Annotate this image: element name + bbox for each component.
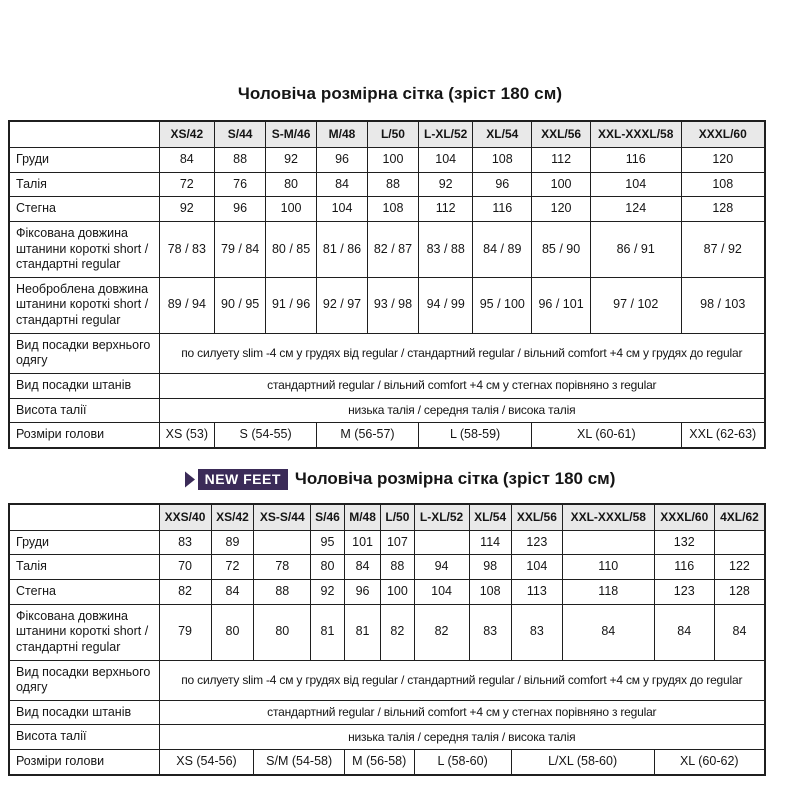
span-row <box>9 333 765 373</box>
column-header: S/46 <box>311 504 345 531</box>
head-size-value: XXL (62-63) <box>681 423 765 448</box>
row-label: Стегна <box>9 197 159 222</box>
head-size-value: M (56-57) <box>317 423 419 448</box>
column-header: 4XL/62 <box>714 504 765 531</box>
measure-row <box>9 197 765 222</box>
column-header: XS-S/44 <box>254 504 311 531</box>
measure-value <box>714 530 765 555</box>
measure-value: 104 <box>414 580 469 605</box>
measure-row <box>9 277 765 333</box>
measure-value: 82 / 87 <box>368 221 419 277</box>
span-row <box>9 373 765 398</box>
measure-value: 114 <box>469 530 511 555</box>
measure-value: 80 <box>254 604 311 660</box>
measure-value: 82 <box>381 604 414 660</box>
head-size-value: L (58-59) <box>418 423 531 448</box>
measure-value: 100 <box>381 580 414 605</box>
measure-value: 80 / 85 <box>266 221 317 277</box>
measure-value: 100 <box>266 197 317 222</box>
measure-value: 81 / 86 <box>317 221 368 277</box>
row-label: Розміри голови <box>9 750 159 775</box>
measure-value: 81 <box>344 604 380 660</box>
header-row <box>9 121 765 148</box>
measure-value: 84 <box>317 172 368 197</box>
measure-value: 92 <box>311 580 345 605</box>
measure-value: 79 / 84 <box>215 221 266 277</box>
measure-value: 84 <box>654 604 714 660</box>
measure-value: 88 <box>254 580 311 605</box>
measure-value: 84 <box>344 555 380 580</box>
measure-value: 113 <box>511 580 562 605</box>
column-header: XXS/40 <box>159 504 211 531</box>
span-row <box>9 700 765 725</box>
measure-value: 96 <box>317 148 368 173</box>
column-header: S-M/46 <box>266 121 317 148</box>
measure-value: 88 <box>215 148 266 173</box>
row-label: Фіксована довжина штанини короткі short / стандартні regular <box>9 221 159 277</box>
span-row <box>9 660 765 700</box>
measure-row <box>9 172 765 197</box>
column-header: L/50 <box>381 504 414 531</box>
span-value: стандартний regular / вільний comfort +4 см у стегнах порівняно з regular <box>159 373 765 398</box>
measure-value: 80 <box>211 604 254 660</box>
row-label: Груди <box>9 148 159 173</box>
size-table-main <box>8 120 766 449</box>
measure-value: 81 <box>311 604 345 660</box>
row-label: Фіксована довжина штанини короткі short / стандартні regular <box>9 604 159 660</box>
measure-value: 96 <box>344 580 380 605</box>
column-header: XXL-XXXL/58 <box>563 504 655 531</box>
measure-value: 110 <box>563 555 655 580</box>
measure-value: 108 <box>368 197 419 222</box>
measure-row <box>9 148 765 173</box>
head-size-value: XS (54-56) <box>159 750 254 775</box>
row-label: Талія <box>9 555 159 580</box>
head-size-value: XL (60-62) <box>654 750 765 775</box>
measure-row <box>9 604 765 660</box>
head-size-value: XL (60-61) <box>532 423 681 448</box>
span-value: по силуету slim -4 см у грудях від regular / стандартний regular / вільний comfort +4 см у грудях до regular <box>159 333 765 373</box>
head-size-value: S (54-55) <box>215 423 317 448</box>
column-header: M/48 <box>344 504 380 531</box>
measure-value: 80 <box>311 555 345 580</box>
measure-value: 120 <box>681 148 765 173</box>
measure-value: 118 <box>563 580 655 605</box>
row-label: Груди <box>9 530 159 555</box>
measure-value: 83 <box>159 530 211 555</box>
measure-value: 98 <box>469 555 511 580</box>
column-header: XXXL/60 <box>681 121 765 148</box>
row-label: Талія <box>9 172 159 197</box>
measure-value: 93 / 98 <box>368 277 419 333</box>
measure-value: 104 <box>418 148 472 173</box>
measure-value: 96 <box>473 172 532 197</box>
measure-value: 78 / 83 <box>159 221 215 277</box>
measure-value: 83 <box>469 604 511 660</box>
measure-value: 97 / 102 <box>590 277 681 333</box>
measure-value: 98 / 103 <box>681 277 765 333</box>
measure-value: 94 <box>414 555 469 580</box>
row-label: Розміри голови <box>9 423 159 448</box>
measure-value: 122 <box>714 555 765 580</box>
column-header: L-XL/52 <box>418 121 472 148</box>
badge-label: NEW FEET <box>198 469 288 490</box>
column-header: XS/42 <box>159 121 215 148</box>
measure-row <box>9 555 765 580</box>
new-feet-section-title <box>0 469 800 490</box>
measure-row <box>9 530 765 555</box>
span-value: по силуету slim -4 см у грудях від regular / стандартний regular / вільний comfort +4 см у грудях до regular <box>159 660 765 700</box>
head-size-value: L/XL (58-60) <box>511 750 654 775</box>
corner-cell <box>9 504 159 531</box>
corner-cell <box>9 121 159 148</box>
column-header: XXL/56 <box>532 121 591 148</box>
measure-value: 123 <box>654 580 714 605</box>
measure-value: 116 <box>473 197 532 222</box>
measure-value: 92 <box>418 172 472 197</box>
row-label: Стегна <box>9 580 159 605</box>
measure-value <box>254 530 311 555</box>
column-header: XL/54 <box>473 121 532 148</box>
measure-value: 83 / 88 <box>418 221 472 277</box>
head-size-row <box>9 423 765 448</box>
measure-value: 95 / 100 <box>473 277 532 333</box>
measure-value: 89 / 94 <box>159 277 215 333</box>
measure-value: 72 <box>211 555 254 580</box>
span-value: стандартний regular / вільний comfort +4 см у стегнах порівняно з regular <box>159 700 765 725</box>
measure-value: 92 <box>159 197 215 222</box>
measure-value: 86 / 91 <box>590 221 681 277</box>
column-header: XXL/56 <box>511 504 562 531</box>
section-title: Чоловіча розмірна сітка (зріст 180 см) <box>294 469 616 489</box>
chevron-right-icon <box>185 469 196 490</box>
measure-value: 128 <box>714 580 765 605</box>
measure-value: 108 <box>473 148 532 173</box>
measure-value: 104 <box>590 172 681 197</box>
row-label: Необроблена довжина штанини короткі short / стандартні regular <box>9 277 159 333</box>
new-feet-badge <box>185 469 288 490</box>
page-title: Чоловіча розмірна сітка (зріст 180 см) <box>237 84 563 103</box>
measure-value: 84 <box>211 580 254 605</box>
measure-value <box>563 530 655 555</box>
measure-value: 101 <box>344 530 380 555</box>
head-size-value: XS (53) <box>159 423 215 448</box>
span-value: низька талія / середня талія / висока талія <box>159 398 765 423</box>
column-header: XL/54 <box>469 504 511 531</box>
column-header: L/50 <box>368 121 419 148</box>
row-label: Вид посадки штанів <box>9 373 159 398</box>
measure-value <box>414 530 469 555</box>
measure-value: 72 <box>159 172 215 197</box>
measure-value: 116 <box>654 555 714 580</box>
measure-value: 85 / 90 <box>532 221 591 277</box>
head-size-value: L (58-60) <box>414 750 511 775</box>
column-header: XXL-XXXL/58 <box>590 121 681 148</box>
measure-value: 80 <box>266 172 317 197</box>
measure-value: 78 <box>254 555 311 580</box>
measure-value: 82 <box>414 604 469 660</box>
row-label: Вид посадки верхнього одягу <box>9 660 159 700</box>
measure-value: 100 <box>532 172 591 197</box>
measure-value: 84 <box>159 148 215 173</box>
measure-value: 76 <box>215 172 266 197</box>
measure-value: 79 <box>159 604 211 660</box>
column-header: L-XL/52 <box>414 504 469 531</box>
measure-value: 84 <box>563 604 655 660</box>
measure-value: 92 / 97 <box>317 277 368 333</box>
measure-value: 84 <box>714 604 765 660</box>
measure-value: 96 <box>215 197 266 222</box>
measure-value: 95 <box>311 530 345 555</box>
measure-value: 89 <box>211 530 254 555</box>
measure-value: 116 <box>590 148 681 173</box>
column-header: XS/42 <box>211 504 254 531</box>
span-row <box>9 398 765 423</box>
measure-value: 112 <box>532 148 591 173</box>
measure-value: 128 <box>681 197 765 222</box>
head-size-value: M (56-58) <box>344 750 414 775</box>
measure-row <box>9 580 765 605</box>
measure-value: 104 <box>317 197 368 222</box>
row-label: Висота талії <box>9 398 159 423</box>
measure-row <box>9 221 765 277</box>
row-label: Вид посадки верхнього одягу <box>9 333 159 373</box>
measure-value: 92 <box>266 148 317 173</box>
measure-value: 88 <box>368 172 419 197</box>
measure-value: 124 <box>590 197 681 222</box>
span-value: низька талія / середня талія / висока талія <box>159 725 765 750</box>
header-row <box>9 504 765 531</box>
measure-value: 123 <box>511 530 562 555</box>
measure-value: 108 <box>469 580 511 605</box>
measure-value: 100 <box>368 148 419 173</box>
measure-value: 91 / 96 <box>266 277 317 333</box>
measure-value: 87 / 92 <box>681 221 765 277</box>
measure-value: 132 <box>654 530 714 555</box>
measure-value: 107 <box>381 530 414 555</box>
head-size-row <box>9 750 765 775</box>
measure-value: 82 <box>159 580 211 605</box>
head-size-value: S/M (54-58) <box>254 750 344 775</box>
measure-value: 83 <box>511 604 562 660</box>
measure-value: 88 <box>381 555 414 580</box>
measure-value: 104 <box>511 555 562 580</box>
measure-value: 96 / 101 <box>532 277 591 333</box>
column-header: M/48 <box>317 121 368 148</box>
column-header: XXXL/60 <box>654 504 714 531</box>
span-row <box>9 725 765 750</box>
measure-value: 112 <box>418 197 472 222</box>
column-header: S/44 <box>215 121 266 148</box>
row-label: Вид посадки штанів <box>9 700 159 725</box>
size-table-new-feet <box>8 503 766 776</box>
measure-value: 90 / 95 <box>215 277 266 333</box>
row-label: Висота талії <box>9 725 159 750</box>
measure-value: 84 / 89 <box>473 221 532 277</box>
measure-value: 108 <box>681 172 765 197</box>
measure-value: 120 <box>532 197 591 222</box>
measure-value: 94 / 99 <box>418 277 472 333</box>
measure-value: 70 <box>159 555 211 580</box>
